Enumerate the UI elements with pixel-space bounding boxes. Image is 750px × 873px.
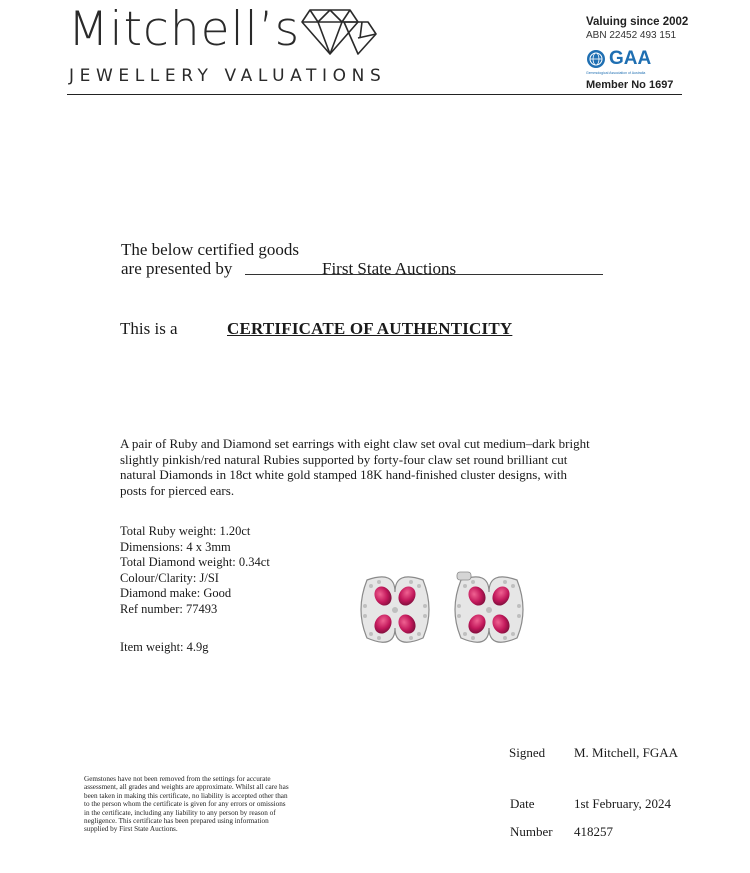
- earring-right: [455, 572, 523, 642]
- number-label: Number: [510, 824, 553, 839]
- intro-line-a: The below certified goods: [121, 240, 299, 259]
- item-description: A pair of Ruby and Diamond set earrings with eight claw set oval cut medium–dark bright slightly pinkish/red natural Rubies supported by forty-four claw set round brilliant cut natural Diamonds in 18ct white gold stamped 18K hand-finished cluster designs, with posts for pierced ears.: [120, 436, 590, 498]
- detail-dimensions: Dimensions: 4 x 3mm: [120, 539, 231, 554]
- valuing-since: Valuing since 2002: [586, 16, 689, 28]
- this-is-label: This is a: [120, 319, 178, 338]
- date-value: 1st February, 2024: [574, 796, 672, 811]
- presented-to: First State Auctions: [322, 259, 457, 278]
- certificate-title: CERTIFICATE OF AUTHENTICITY: [227, 319, 513, 338]
- diamond-logo-icon: [300, 8, 378, 60]
- details-list: [120, 524, 270, 618]
- disclaimer-text: Gemstones have not been removed from the settings for accurate assessment, all grades and weights are approximate. Whilst all care has been taken in making this certificate, no liability is accepted other than to the person whom the certificate is given for any errors or omissions in the certificate, including any liability to any person by reason of negligence. This certificate has been prepared using information supplied by First State Auctions.: [84, 775, 289, 834]
- earrings-photo: [355, 570, 535, 650]
- detail-ruby-weight: Total Ruby weight: 1.20ct: [120, 524, 251, 538]
- brand-subtitle: JEWELLERY VALUATIONS: [69, 66, 387, 86]
- header-divider: [67, 94, 682, 95]
- item-weight: Item weight: 4.9g: [120, 640, 209, 654]
- earring-left: [361, 577, 429, 642]
- gaa-tagline: Gemmological Association of Australia: [586, 71, 646, 75]
- detail-colour-clarity: Colour/Clarity: J/SI: [120, 570, 219, 585]
- detail-ref-number: Ref number: 77493: [120, 601, 218, 616]
- date-label: Date: [510, 796, 535, 811]
- member-number: Member No 1697: [586, 79, 674, 91]
- signed-label: Signed: [509, 745, 546, 760]
- brand-name: Mitchell’s: [68, 2, 301, 57]
- gaa-label: GAA: [609, 48, 652, 69]
- intro-line-b: are presented by: [121, 259, 233, 278]
- abn-number: ABN 22452 493 151: [586, 30, 677, 41]
- gaa-globe-icon: [586, 49, 606, 69]
- signed-value: M. Mitchell, FGAA: [574, 745, 678, 760]
- detail-diamond-make: Diamond make: Good: [120, 586, 232, 601]
- detail-diamond-weight: Total Diamond weight: 0.34ct: [120, 555, 270, 570]
- number-value: 418257: [574, 824, 613, 839]
